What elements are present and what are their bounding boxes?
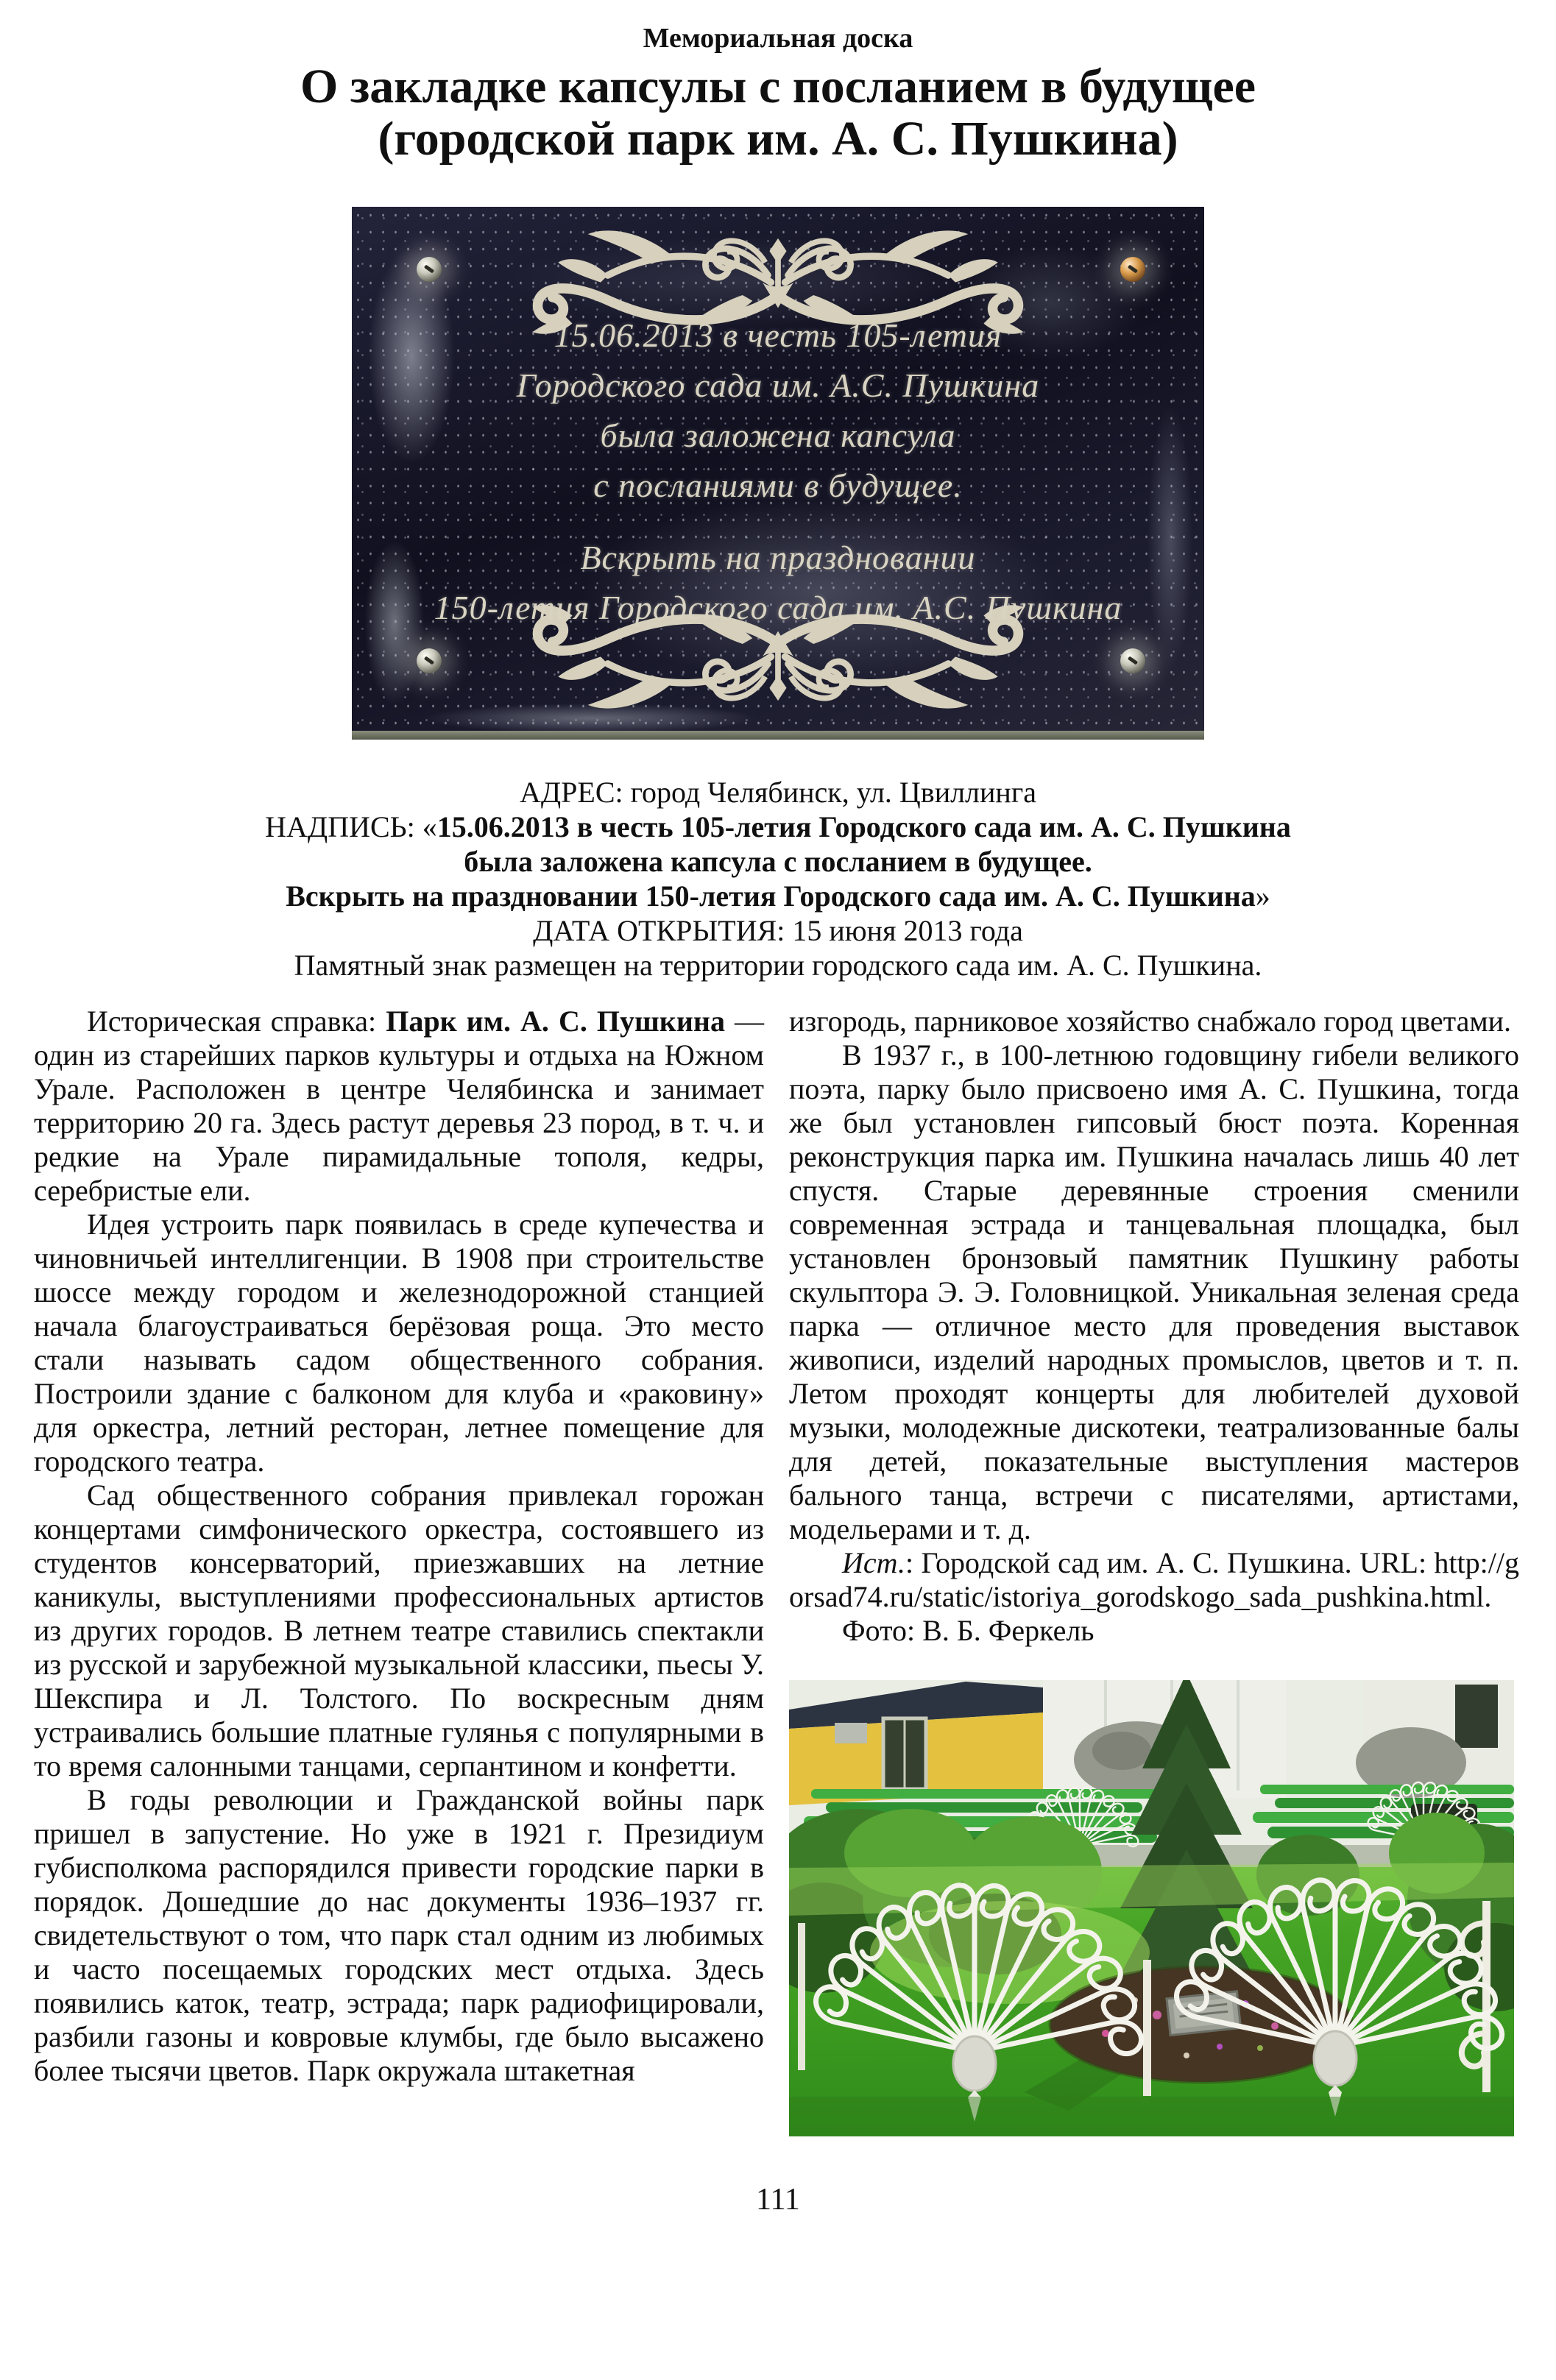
- screw-icon: [417, 257, 442, 282]
- paragraph: В годы революции и Гражданской войны парк пришел в запустение. Но уже в 1921 г. Президиум губисполкома распорядился привести городские парки в порядок. Дошедшие до нас документы 1936–1937 гг. свидетельствуют о том, что парк стал одним из любимых и часто посещаемых городских мест отдыха. Здесь появились каток, театр, эстрада; парк радиофицировали, разбили газоны и ковровые клумбы, где было высажено более тысячи цветов. Парк окружала штакетная: [34, 1782, 764, 2087]
- inscription-bold3: Вскрыть на праздновании 150-летия Городского сада им. А. С. Пушкина: [286, 879, 1256, 913]
- plaque-line: с посланиями в будущее.: [593, 466, 963, 504]
- park-photo: [789, 1680, 1514, 2136]
- page-number: 111: [756, 2182, 800, 2217]
- inscription-close-quote: »: [1255, 879, 1270, 913]
- article-column-left: [34, 1005, 764, 2136]
- plaque-line: 150-летия Городского сада им. А.С. Пушкина: [434, 588, 1122, 626]
- inscription-line1: [0, 810, 1556, 844]
- screw-icon: [1120, 257, 1145, 282]
- photo-credit: Фото: В. Б. Феркель: [842, 1613, 1094, 1647]
- foreground-grass: [789, 2097, 1514, 2136]
- monument-info-block: [0, 775, 1556, 982]
- location-line: Памятный знак размещен на территории городского сада им. А. С. Пушкина.: [294, 948, 1262, 982]
- source-paragraph: [789, 1546, 1519, 1614]
- plaque-photo: [0, 207, 1556, 740]
- address-line: АДРЕС: город Челябинск, ул. Цвиллинга: [520, 775, 1036, 809]
- plaque-line: была заложена капсула: [600, 416, 956, 454]
- inscription-label: НАДПИСЬ: «: [265, 810, 437, 843]
- page-title-line1: О закладке капсулы с посланием в будущее: [300, 60, 1256, 113]
- plaque-line: Вскрыть на праздновании: [580, 538, 976, 576]
- article: [34, 1005, 1519, 2136]
- source-url: http://gorsad74.ru/static/istoriya_gorodskogo_sada_pushkina.html.: [789, 1545, 1519, 1613]
- paragraph: Идея устроить парк появилась в среде купечества и чиновничьей интеллигенции. В 1908 при строительстве шоссе между городом и железнодорожной станцией начала благоустраиваться берёзовая роща. Это место стали называть садом общественного собрания. Построили здание с балконом для клуба и «раковину» для оркестра, летний ресторан, летнее помещение для городского театра.: [34, 1207, 764, 1478]
- screw-icon: [417, 648, 442, 673]
- ac-unit: [835, 1723, 867, 1743]
- plaque-line: 15.06.2013 в честь 105-летия: [554, 316, 1002, 354]
- page-title-line2: (городской парк им. А. С. Пушкина): [378, 112, 1178, 166]
- source-label: Ист.: [842, 1545, 906, 1579]
- memorial-plaque: [352, 207, 1204, 740]
- book-page: [0, 22, 1556, 2380]
- inscription-line3: [0, 879, 1556, 913]
- opening-date-line: ДАТА ОТКРЫТИЯ: 15 июня 2013 года: [533, 913, 1023, 947]
- history-label: Историческая справка:: [87, 1004, 386, 1038]
- paragraph-continuation: изгородь, парниковое хозяйство снабжало город цветами.: [789, 1004, 1512, 1038]
- paragraph: Сад общественного собрания привлекал горожан концертами симфонического оркестра, состоявшего из студентов консерваторий, приезжавших на летние каникулы, выступлениями профессиональных артистов из других городов. В летнем театре ставились спектакли из русской и зарубежной музыкальной классики, пьесы У. Шекспира и Л. Толстого. По воскресным дням устраивались большие платные гулянья с популярными в то время салонными танцами, серпантином и конфетти.: [34, 1478, 764, 1782]
- inscription-line2: [0, 844, 1556, 879]
- inscription-bold2: была заложена капсула с посланием в будущее.: [464, 844, 1092, 878]
- source-text: : Городской сад им. А. С. Пушкина. URL:: [905, 1545, 1435, 1579]
- paragraph-history: [34, 1005, 764, 1208]
- plaque-line: Городского сада им. А.С. Пушкина: [516, 366, 1040, 404]
- paragraph: В 1937 г., в 100-летнюю годовщину гибели великого поэта, парку было присвоено имя А. С. Пушкина, тогда же был установлен гипсовый бюст поэта. Коренная реконструкция парка им. Пушкина началась лишь 40 лет спустя. Старые деревянные строения сменили современная эстрада и танцевальная площадка, был установлен бронзовый памятник Пушкину работы скульптора Э. Э. Головницкой. Уникальная зеленая среда парка — отличное место для проведения выставок живописи, изделий народных промыслов, цветов и т. п. Летом проходят концерты для любителей духовой музыки, молодежные дискотеки, театрализованные балы для детей, показательные выступления мастеров бального танца, встречи с писателями, артистами, модельерами и т. д.: [789, 1038, 1519, 1545]
- page-title: [0, 60, 1556, 166]
- screw-icon: [1120, 648, 1145, 673]
- park-photo-illustration: [789, 1680, 1514, 2136]
- article-column-right: [789, 1005, 1519, 2136]
- park-name-bold: Парк им. А. С. Пушкина: [386, 1004, 725, 1038]
- rubric-label: Мемориальная доска: [643, 23, 913, 54]
- inscription-bold1: 15.06.2013 в честь 105-летия Городского сада им. А. С. Пушкина: [436, 810, 1291, 843]
- history-text: — один из старейших парков культуры и отдыха на Южном Урале. Расположен в центре Челябинска и занимает территорию 20 га. Здесь растут деревья 23 пород, в т. ч. и редкие на Урале пирамидальные тополя, кедры, серебристые ели.: [34, 1004, 765, 1207]
